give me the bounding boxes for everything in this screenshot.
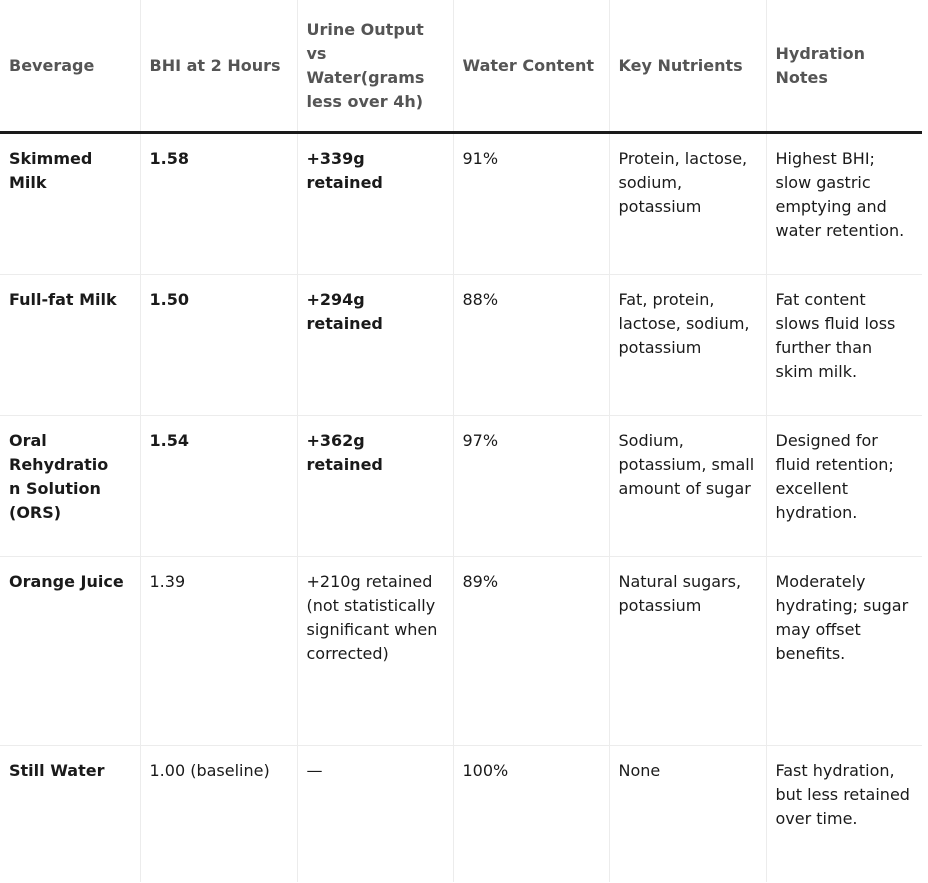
cell-key-nutrients: Sodium, potassium, small amount of sugar — [609, 416, 766, 557]
cell-key-nutrients: Natural sugars, potassium — [609, 557, 766, 746]
cell-water-content: 91% — [453, 133, 609, 275]
header-hydration-notes: Hydration Notes — [766, 0, 922, 133]
cell-urine-output: +294g retained — [297, 275, 453, 416]
table-row — [0, 416, 922, 557]
table-row — [0, 557, 922, 746]
cell-hydration-notes: Designed for fluid retention; excellent hydration. — [766, 416, 922, 557]
cell-hydration-notes: Moderately hydrating; sugar may offset benefits. — [766, 557, 922, 746]
table-row — [0, 275, 922, 416]
table-body — [0, 133, 922, 883]
cell-hydration-notes: Fast hydration, but less retained over time. — [766, 746, 922, 883]
cell-urine-output: +362g retained — [297, 416, 453, 557]
header-key-nutrients: Key Nutrients — [609, 0, 766, 133]
cell-key-nutrients: Fat, protein, lactose, sodium, potassium — [609, 275, 766, 416]
cell-hydration-notes: Highest BHI; slow gastric emptying and water retention. — [766, 133, 922, 275]
cell-bhi: 1.50 — [140, 275, 297, 416]
cell-urine-output: — — [297, 746, 453, 883]
cell-key-nutrients: None — [609, 746, 766, 883]
cell-water-content: 100% — [453, 746, 609, 883]
cell-water-content: 97% — [453, 416, 609, 557]
cell-bhi: 1.58 — [140, 133, 297, 275]
table-row — [0, 133, 922, 275]
cell-beverage: Orange Juice — [0, 557, 140, 746]
table-header — [0, 0, 922, 133]
cell-beverage: Skimmed Milk — [0, 133, 140, 275]
cell-urine-output: +210g retained (not statistically significant when corrected) — [297, 557, 453, 746]
header-urine-output: Urine Output vs Water(grams less over 4h) — [297, 0, 453, 133]
cell-water-content: 89% — [453, 557, 609, 746]
cell-beverage: Still Water — [9, 761, 105, 780]
table-row — [0, 746, 922, 883]
cell-bhi: 1.39 — [140, 557, 297, 746]
cell-urine-output: +339g retained — [297, 133, 453, 275]
cell-bhi: 1.54 — [140, 416, 297, 557]
cell-bhi: 1.00 (baseline) — [140, 746, 297, 883]
header-bhi: BHI at 2 Hours — [140, 0, 297, 133]
cell-beverage: Oral Rehydration Solution (ORS) — [0, 416, 140, 557]
header-beverage: Beverage — [0, 0, 140, 133]
cell-hydration-notes: Fat content slows fluid loss further than skim milk. — [766, 275, 922, 416]
header-row — [0, 0, 922, 133]
cell-water-content: 88% — [453, 275, 609, 416]
cell-key-nutrients: Protein, lactose, sodium, potassium — [609, 133, 766, 275]
cell-beverage: Full-fat Milk — [0, 275, 140, 416]
header-water-content: Water Content — [453, 0, 609, 133]
